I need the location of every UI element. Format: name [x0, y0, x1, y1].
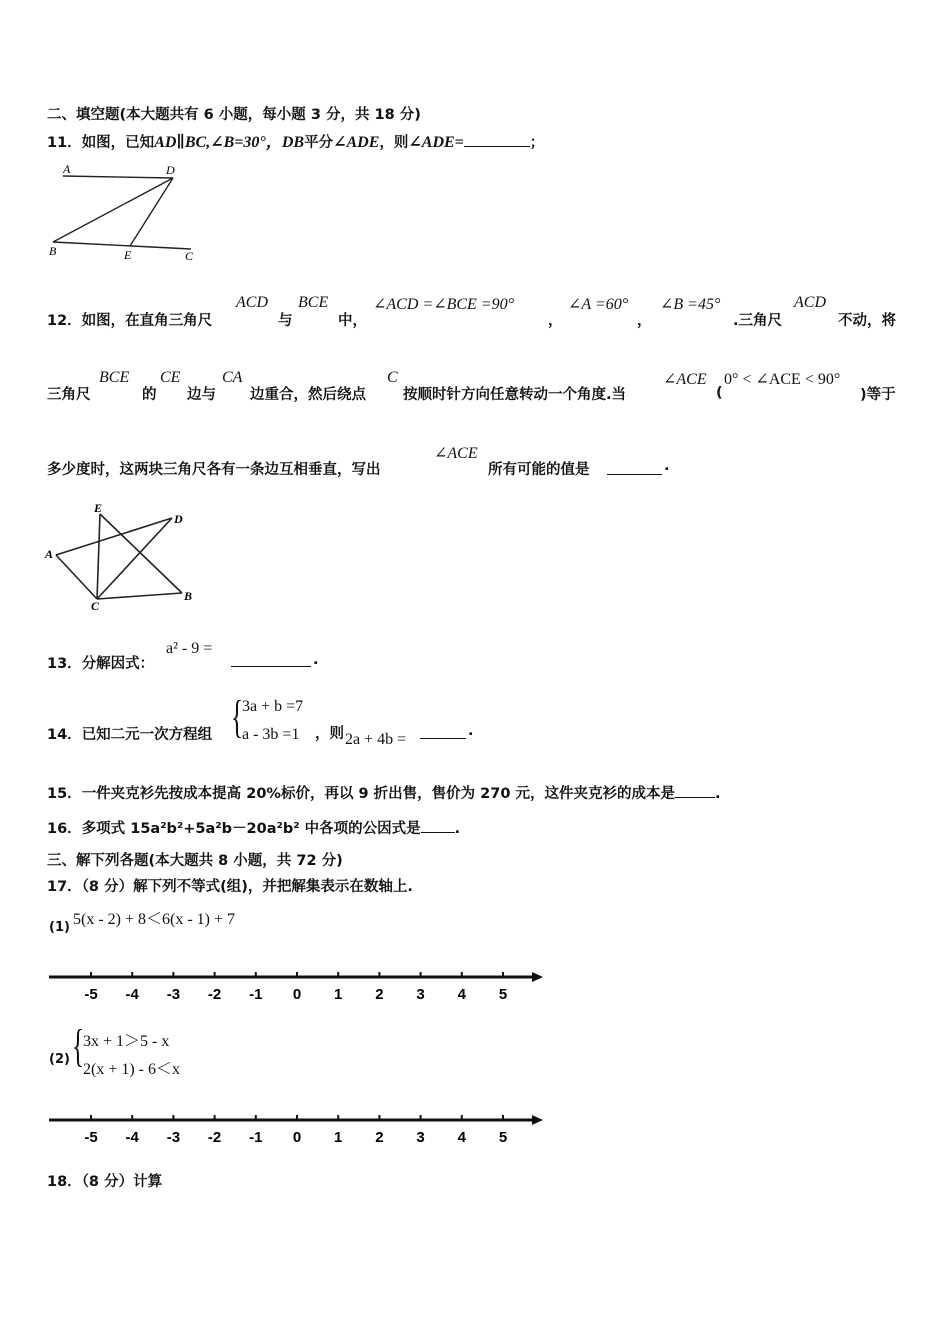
q18-number: 18．: [47, 1174, 82, 1190]
q11-label-e: E: [124, 248, 132, 262]
number-line-2[interactable]: [45, 1109, 550, 1149]
question-17: [47, 875, 413, 896]
q17-part-2-label: (2): [49, 1052, 70, 1067]
number-line-1-label: -4: [125, 986, 139, 1003]
q11-number: 11．: [47, 135, 82, 151]
q12-comma-1: ，: [548, 313, 563, 329]
q12-tri-acd-2: ACD: [794, 294, 826, 311]
number-line-2-label: -2: [207, 1129, 222, 1146]
q15-tail: .: [715, 786, 721, 802]
q12-text-7: 的: [142, 387, 157, 403]
q15-answer-blank[interactable]: [675, 797, 715, 798]
q15-text: 一件夹克衫先按成本提高 20%标价，再以 9 折出售，售价为 270 元，这件夹克衫的成本是: [81, 786, 675, 802]
q13-expression: a² - 9 =: [166, 640, 213, 657]
q12-tri-bce-2: BCE: [99, 369, 130, 386]
q12-text-6: 三角尺: [47, 387, 91, 403]
number-line-2-label: 4: [457, 1129, 466, 1146]
q14-equation-1: 3a + b =7: [242, 698, 304, 715]
number-line-1-label: -1: [249, 986, 263, 1003]
q11-tail: ；: [529, 135, 545, 151]
q14-answer-blank[interactable]: [420, 724, 466, 739]
question-15: [47, 782, 721, 803]
q18-text: （8 分）计算: [81, 1174, 163, 1190]
q12-tri-acd: ACD: [236, 294, 268, 311]
q12-figure: [42, 500, 202, 612]
q14-text-mid: ，则: [315, 726, 344, 742]
number-line-2-label: 3: [416, 1129, 425, 1146]
q13-answer-blank[interactable]: [231, 652, 311, 667]
q16-number: 16．: [47, 821, 82, 837]
q11-label-d: D: [166, 163, 175, 177]
q17-part-1-inequality: 5(x - 2) + 8＜6(x - 1) + 7: [73, 911, 236, 928]
question-11: [47, 129, 544, 152]
q14-system-brace: {: [231, 691, 244, 742]
question-13: [47, 652, 154, 673]
q12-text-8: 边与: [187, 387, 216, 403]
q12-eq-a: ∠A =60°: [568, 296, 629, 313]
number-line-2-label: -5: [84, 1129, 98, 1146]
question-12-line-1: [47, 309, 212, 330]
q17-part-2-inequality-1: 3x + 1＞5 - x: [83, 1033, 170, 1050]
q13-text: 分解因式：: [81, 656, 155, 672]
q12-label-e: E: [94, 501, 103, 515]
q14-text: 已知二元一次方程组: [81, 727, 213, 743]
q12-angle-ace-2: ∠ACE: [434, 445, 478, 462]
q14-expression: 2a + 4b =: [345, 731, 407, 748]
q12-tri-bce: BCE: [298, 294, 329, 311]
section-3-heading: 三、解下列各题(本大题共 8 小题，共 72 分): [47, 853, 343, 869]
q11-angle: ∠ADE: [333, 134, 380, 151]
q11-text: 如图，已知: [81, 135, 155, 151]
q12-point-c: C: [387, 369, 398, 386]
section-2-heading: 二、填空题(本大题共有 6 小题，每小题 3 分，共 18 分): [47, 107, 421, 123]
q17-text: （8 分）解下列不等式(组)，并把解集表示在数轴上.: [81, 879, 413, 895]
number-line-2-label: 0: [292, 1129, 302, 1146]
number-line-1-label: 1: [334, 986, 343, 1003]
q11-condition: AD∥BC,∠B=30°，DB: [154, 134, 305, 151]
number-line-1-label: 0: [292, 986, 302, 1003]
q11-text-3: ，则: [379, 135, 409, 151]
q12-text-4: .三角尺: [733, 313, 783, 329]
number-line-1-label: 4: [457, 986, 466, 1003]
question-16: [47, 817, 460, 838]
number-line-1-label: -5: [84, 986, 98, 1003]
question-18: [47, 1170, 162, 1191]
question-14: [47, 723, 212, 744]
q17-part-1-label: (1): [49, 920, 70, 935]
q12-text-3: 中，: [338, 313, 367, 329]
q12-label-b: B: [184, 589, 193, 603]
q13-tail: .: [313, 652, 319, 668]
q14-tail: .: [468, 723, 474, 739]
q12-text-11: )等于: [860, 387, 896, 403]
number-line-2-label: -3: [166, 1129, 181, 1146]
q17-number: 17．: [47, 879, 82, 895]
q16-answer-blank[interactable]: [421, 832, 455, 833]
q12-text-13: 所有可能的值是: [488, 462, 590, 478]
number-line-2-label: 5: [498, 1129, 508, 1146]
q12-answer-blank[interactable]: [607, 460, 662, 475]
q12-eq-right-angles: ∠ACD =∠BCE =90°: [373, 296, 515, 313]
q12-label-d: D: [174, 512, 183, 526]
q12-seg-ca: CA: [222, 369, 243, 386]
q12-text-12: 多少度时，这两块三角尺各有一条边互相垂直，写出: [47, 462, 381, 478]
q11-label-b: B: [49, 244, 57, 258]
number-line-1-label: 3: [416, 986, 425, 1003]
q16-text: 多项式 15a²b²+5a²b－20a²b² 中各项的公因式是: [81, 821, 421, 837]
q17-part-2-inequality-2: 2(x + 1) - 6＜x: [83, 1061, 181, 1078]
q17-system-brace: {: [72, 1020, 85, 1071]
q12-comma-2: ，: [637, 313, 652, 329]
q12-text-2: 与: [278, 313, 293, 329]
q16-tail: .: [454, 821, 461, 837]
q12-label-a: A: [45, 547, 54, 561]
q11-answer-blank[interactable]: [464, 146, 530, 147]
number-line-1-label: -2: [207, 986, 222, 1003]
q11-text-2: 平分: [304, 135, 334, 151]
q12-angle-ace: ∠ACE: [663, 371, 707, 388]
q11-label-c: C: [185, 249, 194, 263]
q14-equation-2: a - 3b =1: [242, 726, 300, 743]
q12-seg-ce: CE: [160, 369, 181, 386]
q15-number: 15．: [47, 786, 82, 802]
q12-text-9: 边重合，然后绕点: [250, 387, 366, 403]
q12-number: 12．: [47, 313, 82, 329]
q14-number: 14．: [47, 727, 82, 743]
q12-label-c: C: [91, 599, 100, 612]
number-line-2-label: -1: [249, 1129, 263, 1146]
q12-text-5: 不动，将: [838, 313, 896, 329]
q12-range: 0° < ∠ACE < 90°: [724, 371, 841, 388]
q12-paren-open: (: [716, 385, 723, 401]
number-line-1-label: 5: [498, 986, 508, 1003]
number-line-2-label: -4: [125, 1129, 139, 1146]
q11-figure: [45, 160, 205, 266]
q11-angle-eq: ∠ADE=: [408, 134, 464, 151]
number-line-2-label: 2: [375, 1129, 384, 1146]
q11-label-a: A: [63, 162, 71, 176]
number-line-1-label: -3: [166, 986, 181, 1003]
q13-number: 13．: [47, 656, 82, 672]
q12-text: 如图，在直角三角尺: [81, 313, 213, 329]
q12-eq-b: ∠B =45°: [660, 296, 721, 313]
number-line-1-label: 2: [375, 986, 384, 1003]
number-line-1[interactable]: [45, 966, 550, 1006]
q12-text-10: 按顺时针方向任意转动一个角度.当: [403, 387, 627, 403]
number-line-2-label: 1: [334, 1129, 343, 1146]
q12-tail: .: [664, 458, 670, 474]
